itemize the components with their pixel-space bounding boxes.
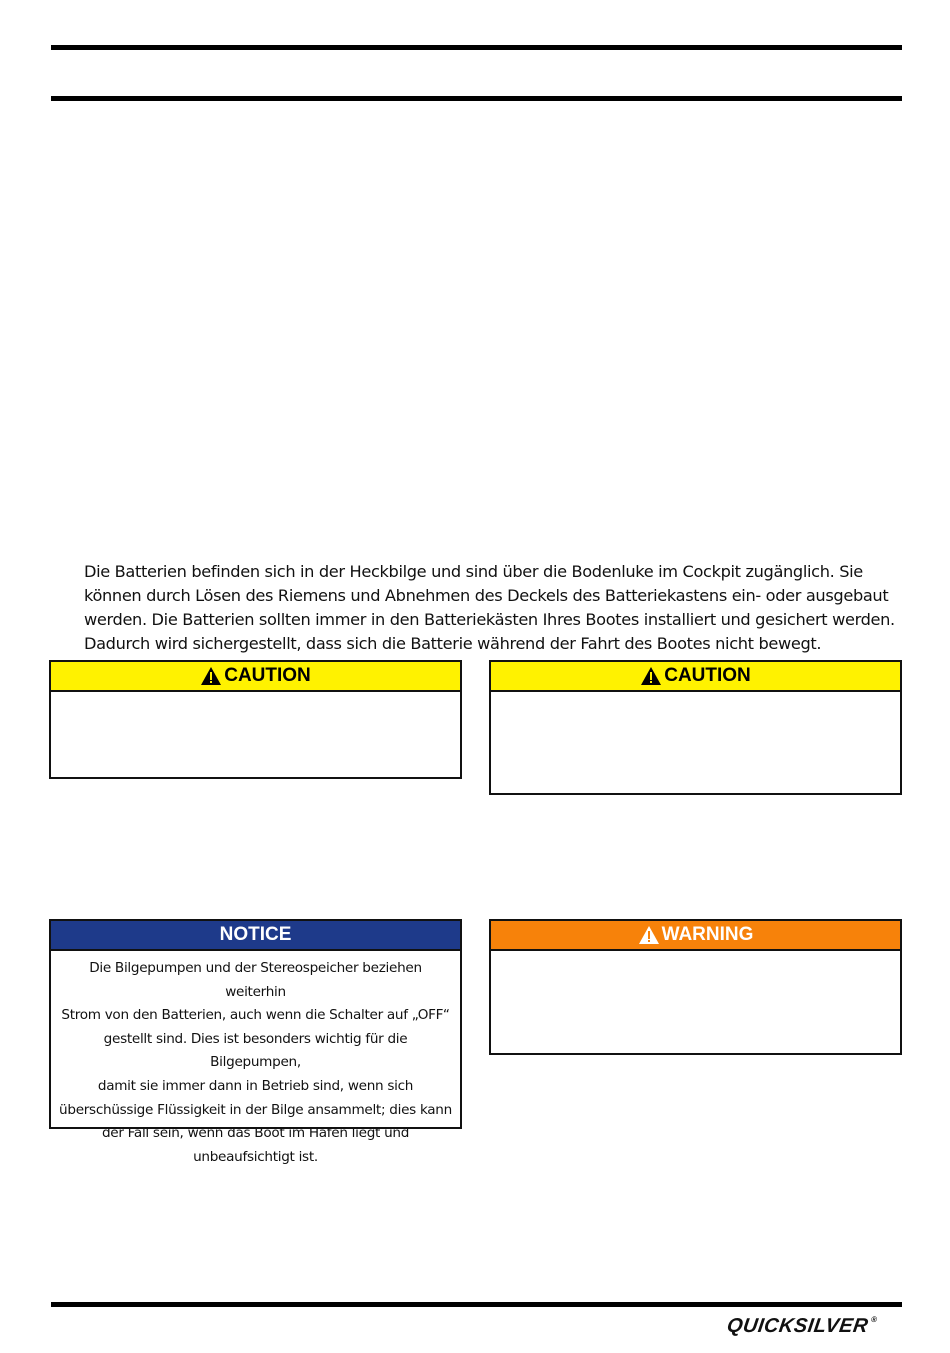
notice-text <box>51 951 460 1169</box>
paragraph-line: Dadurch wird sichergestellt, dass sich die Batterie während der Fahrt des Bootes nicht bewegt. <box>84 634 822 653</box>
warning-label: WARNING <box>661 924 754 945</box>
notice-line: gestellt sind. Dies ist besonders wichtig für die Bilgepumpen, <box>103 1030 408 1071</box>
notice-label: NOTICE <box>219 924 292 945</box>
caution-box-right <box>489 660 902 795</box>
notice-line: Die Bilgepumpen und der Stereospeicher beziehen weiterhin <box>89 960 422 1000</box>
caution-label: CAUTION <box>664 665 751 686</box>
top-rule <box>51 45 902 50</box>
notice-line: unbeaufsichtigt ist. <box>193 1148 318 1165</box>
warning-header <box>491 921 900 951</box>
warning-triangle-icon <box>640 666 662 686</box>
registered-mark: ® <box>870 1315 879 1324</box>
warning-triangle-icon <box>638 925 660 945</box>
notice-header <box>51 921 460 951</box>
paragraph-line: Die Batterien befinden sich in der Heckbilge und sind über die Bodenluke im Cockpit zugänglich. Sie <box>84 562 863 581</box>
notice-box <box>49 919 462 1165</box>
paragraph-line: können durch Lösen des Riemens und Abnehmen des Deckels des Batteriekastens ein- oder ausgebaut <box>84 586 889 605</box>
paragraph-line: werden. Die Batterien sollten immer in den Batteriekästen Ihres Bootes installiert und gesichert werden. <box>84 610 895 629</box>
quicksilver-logo <box>725 1315 878 1338</box>
caution-box-left <box>49 660 462 779</box>
notice-line: der Fall sein, wenn das Boot im Hafen liegt und <box>101 1125 410 1142</box>
header-rule <box>51 96 902 101</box>
notice-line: damit sie immer dann in Betrieb sind, wenn sich <box>97 1077 414 1094</box>
footer-rule <box>51 1302 902 1307</box>
warning-box <box>489 919 902 1055</box>
warning-triangle-icon <box>200 666 222 686</box>
caution-header <box>491 662 900 692</box>
brand-name: QUICKSILVER <box>725 1315 870 1337</box>
notice-line: Strom von den Batterien, auch wenn die Schalter auf „OFF“ <box>61 1007 450 1024</box>
battery-location-paragraph <box>84 560 904 656</box>
caution-label: CAUTION <box>224 665 311 686</box>
notice-line: überschüssige Flüssigkeit in der Bilge ansammelt; dies kann <box>59 1101 452 1118</box>
caution-header <box>51 662 460 692</box>
